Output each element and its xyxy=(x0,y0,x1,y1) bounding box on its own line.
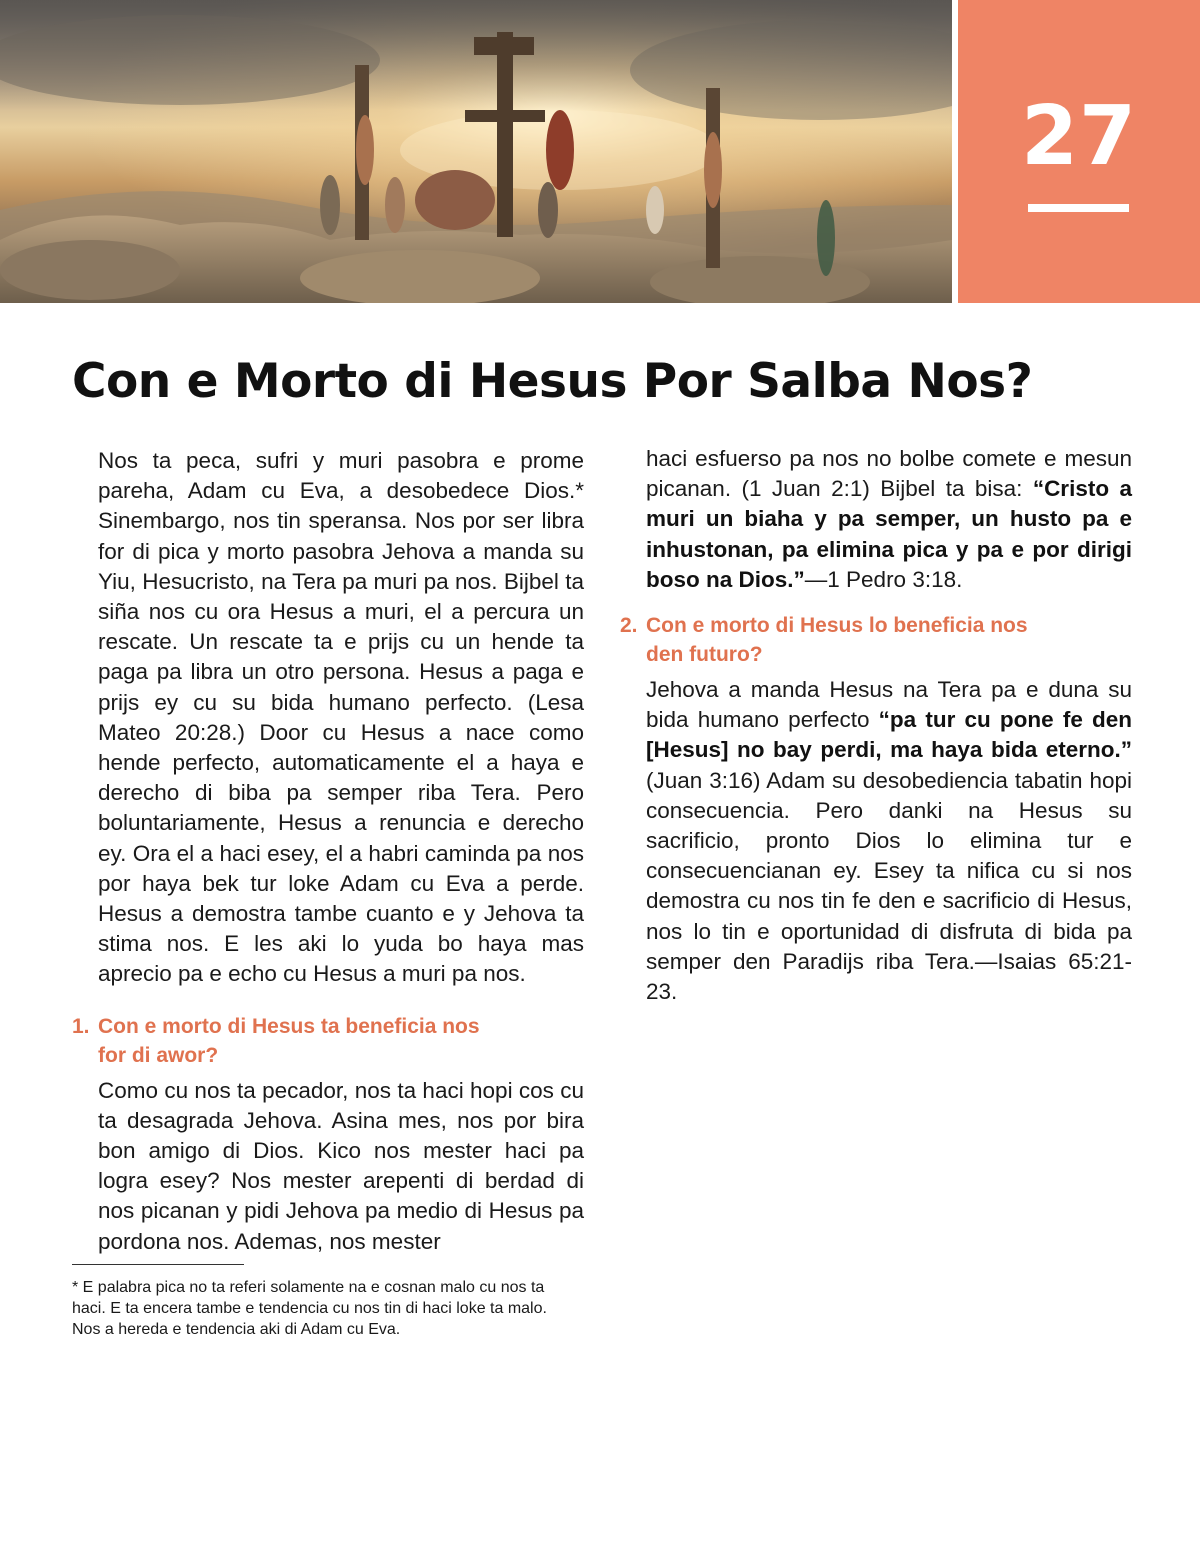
lesson-number: 27 xyxy=(1020,89,1138,184)
crucifixion-scene xyxy=(0,0,952,303)
crucifixion-illustration xyxy=(0,0,952,303)
footnote-divider xyxy=(72,1264,244,1265)
page-title: Con e Morto di Hesus Por Salba Nos? xyxy=(72,354,1033,409)
section-1-scripture-reference: —1 Pedro 3:18. xyxy=(804,566,963,592)
left-column xyxy=(72,446,584,1257)
section-2-scripture-quote: “pa tur cu pone fe den [Hesus] no bay perdi, ma haya bida eterno.” xyxy=(646,707,1132,763)
section-2-number: 2. xyxy=(620,614,638,638)
section-1-number: 1. xyxy=(72,1014,90,1038)
section-1-heading xyxy=(72,1012,584,1070)
section-2-heading-text: Con e morto di Hesus lo beneficia nos den futuro? xyxy=(646,614,1028,667)
section-2-heading xyxy=(620,611,1132,669)
lesson-number-underline xyxy=(1028,204,1129,212)
intro-paragraph: Nos ta peca, sufri y muri pasobra e prome pareha, Adam cu Eva, a desobedece Dios.* Sinembargo, nos tin speransa. Nos por ser libra for di pica y morto pasobra Jehova a manda su Yiu, Hesucristo, na Tera pa muri pa nos. Bijbel ta siña nos cu ora Hesus a muri, el a percura un rescate. Un rescate ta e prijs cu un hende ta paga pa libra un otro persona. Hesus a paga e prijs ey cu su bida humano perfecto. (Lesa Mateo 20:28.) Door cu Hesus a nace como hende perfecto, automaticamente el a haya e derecho di biba pa semper riba Tera. Pero boluntariamente, Hesus a renuncia e derecho ey. Ora el a haci esey, el a habri caminda pa nos por haya bek tur loke Adam cu Eva a perde. Hesus a demostra tambe cuanto e y Jehova ta stima nos. E les aki lo yuda bo haya mas aprecio pa e echo cu Hesus a muri pa nos. xyxy=(98,448,584,987)
section-1-scripture-quote: “Cristo a muri un biaha y pa semper, un husto pa e inhustonan, pa elimina pica y pa e por dirigi boso na Dios.” xyxy=(646,476,1132,592)
section-2-text-before-quote: Jehova a manda Hesus na Tera pa e duna su bida humano perfecto xyxy=(646,677,1132,733)
section-1-paragraph-continued xyxy=(620,444,1132,595)
lesson-number-box xyxy=(958,0,1200,303)
section-1-continued-text: haci esfuerso pa nos no bolbe comete e mesun picanan. (1 Juan 2:1) Bijbel ta bisa: xyxy=(646,446,1132,502)
section-2-paragraph xyxy=(620,675,1132,1007)
section-1-heading-text: Con e morto di Hesus ta beneficia nos for di awor? xyxy=(98,1014,480,1067)
section-1-paragraph: Como cu nos ta pecador, nos ta haci hopi cos cu ta desagrada Jehova. Asina mes, nos por bira bon amigo di Dios. Kico nos mester haci pa logra esey? Nos mester arepenti di berdad di nos picanan y pidi Jehova pa medio di Hesus pa pordona nos. Ademas, nos mester xyxy=(98,1077,584,1254)
footnote: * E palabra pica no ta referi solamente na e cosnan malo cu nos ta haci. E ta encera tambe e tendencia cu nos tin di haci loke ta malo. Nos a hereda e tendencia aki di Adam cu Eva. xyxy=(72,1279,547,1338)
right-column xyxy=(620,444,1132,1007)
section-2-text-after-quote: (Juan 3:16) Adam su desobediencia tabatin hopi consecuencia. Pero danki na Hesus su sacrificio, pronto Dios lo elimina tur e consecuencianan ey. Esey ta nifica cu si nos demostra cu nos tin fe den e sacrificio di Hesus, nos lo tin e oportunidad di disfruta di bida pa semper den Paradijs riba Tera.—Isaias 65:21-23. xyxy=(646,767,1132,1005)
